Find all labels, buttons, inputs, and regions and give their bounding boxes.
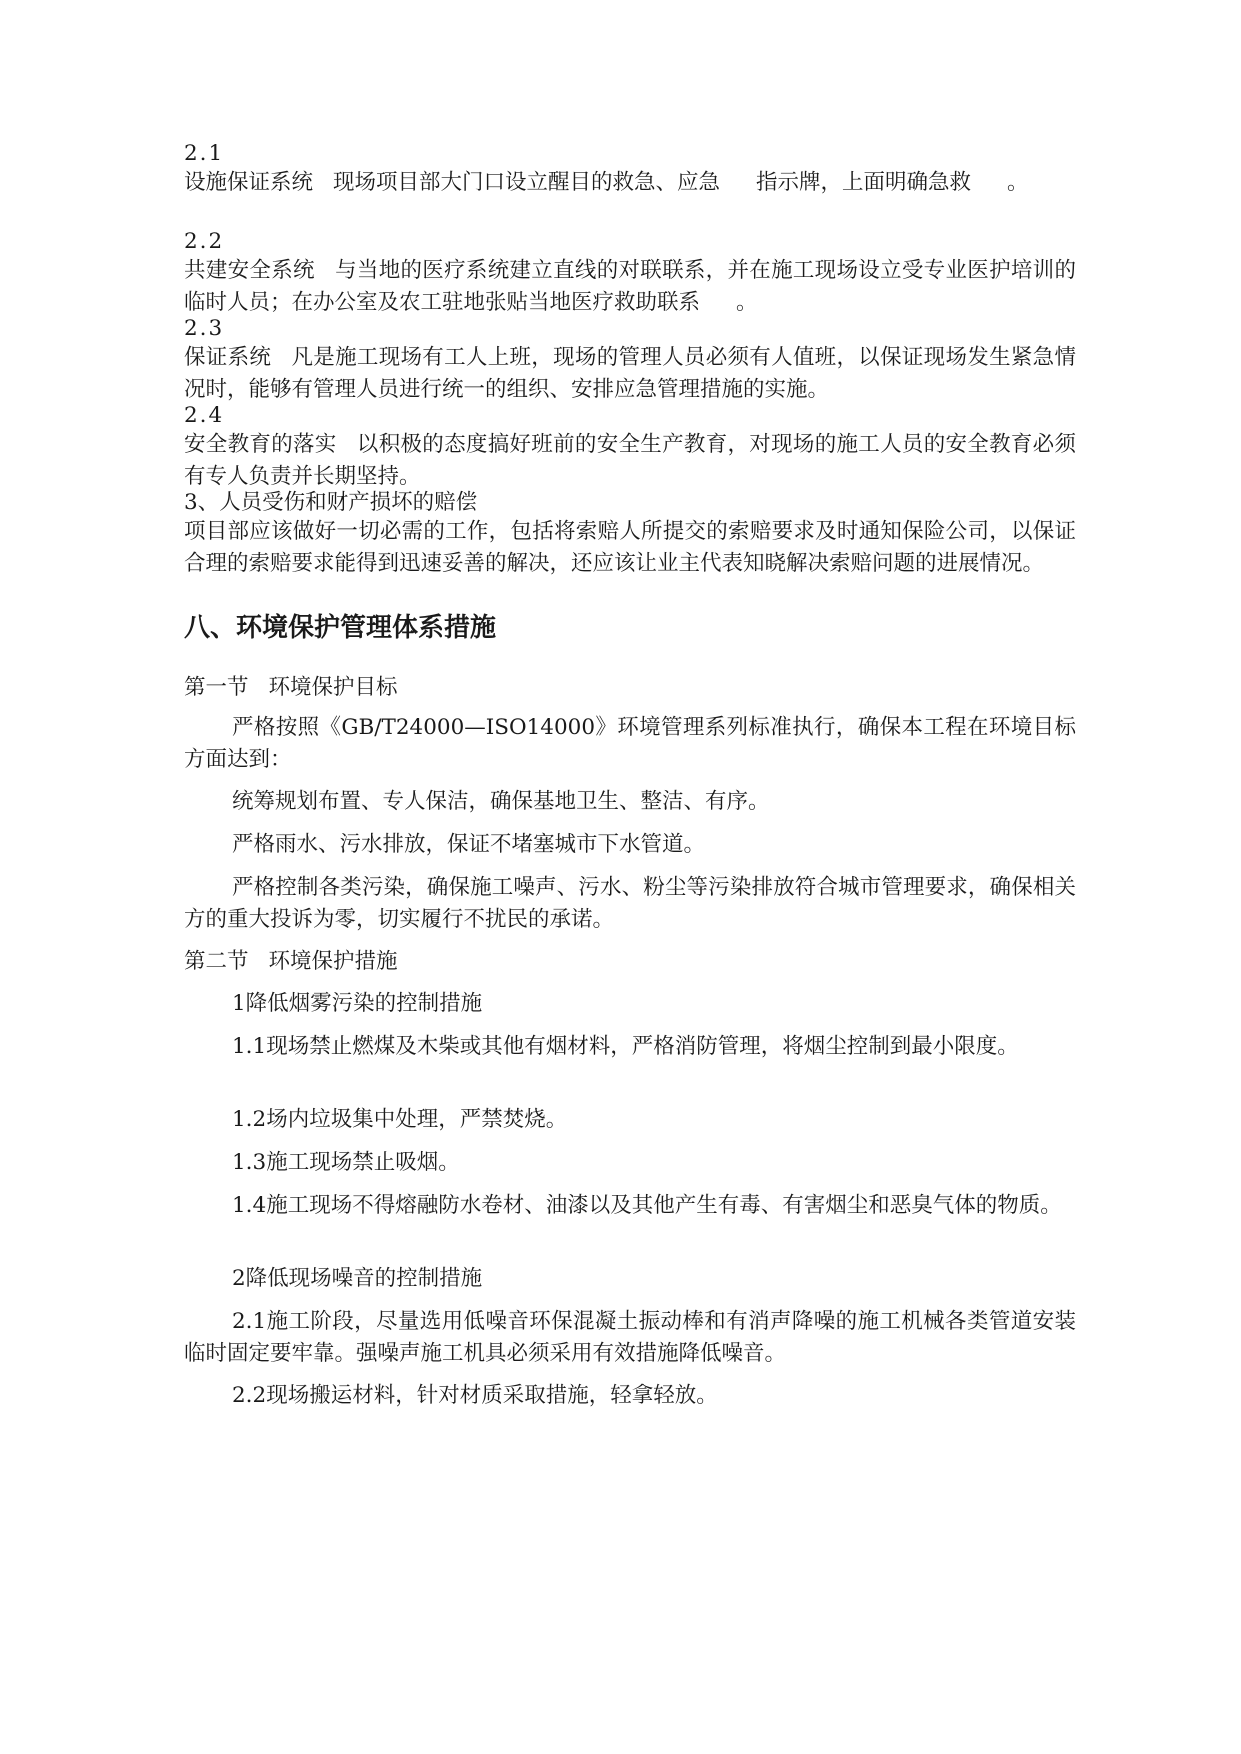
measure-2-2: 2.2现场搬运材料，针对材质采取措施，轻拿轻放。 [232, 1383, 718, 1408]
part-1-paragraph-2: 统筹规划布置、专人保洁，确保基地卫生、整洁、有序。 [232, 789, 770, 814]
item-2-1-number: 2.1 [184, 141, 225, 166]
item-2-4-text [184, 429, 1076, 493]
item-2-2-text-a: 与当地的医疗系统建立直线的对联联系，并在施工现场设立受专业医护培训的临时人员；在办公室及农工驻地张贴当地医疗救助联系 [184, 258, 1076, 315]
part-1-paragraph-4: 严格控制各类污染，确保施工噪声、污水、粉尘等污染排放符合城市管理要求，确保相关方的重大投诉为零，切实履行不扰民的承诺。 [184, 875, 1076, 932]
item-2-3-number: 2.3 [184, 316, 225, 341]
measure-2-title: 2降低现场噪音的控制措施 [232, 1266, 483, 1291]
item-2-3-text [184, 342, 1076, 406]
measure-1-4: 1.4施工现场不得熔融防水卷材、油漆以及其他产生有毒、有害烟尘和恶臭气体的物质。 [232, 1193, 1062, 1218]
part-1-paragraph-3: 严格雨水、污水排放，保证不堵塞城市下水管道。 [232, 832, 706, 857]
item-2-4-title: 安全教育的落实 [184, 432, 337, 457]
measure-1-3: 1.3施工现场禁止吸烟。 [232, 1150, 460, 1175]
part-1-paragraph-1: 严格按照《GB/T24000—ISO14000》环境管理系列标准执行，确保本工程在环境目标方面达到： [184, 715, 1076, 772]
measure-1-2: 1.2场内垃圾集中处理，严禁焚烧。 [232, 1107, 568, 1132]
section-heading: 八、环境保护管理体系措施 [184, 613, 497, 643]
part-1-title-b: 环境保护目标 [268, 675, 398, 700]
measure-1-title: 1降低烟雾污染的控制措施 [232, 991, 483, 1016]
item-2-1-text [184, 167, 1076, 199]
item-2-1-text-b: 指示牌，上面明确急救 [756, 170, 972, 195]
item-2-4-body: 以积极的态度搞好班前的安全生产教育，对现场的施工人员的安全教育必须有专人负责并长期坚持。 [184, 432, 1076, 489]
item-2-3-body: 凡是施工现场有工人上班，现场的管理人员必须有人值班，以保证现场发生紧急情况时，能够有管理人员进行统一的组织、安排应急管理措施的实施。 [184, 345, 1076, 402]
item-2-1-text-a: 现场项目部大门口设立醒目的救急、应急 [333, 170, 721, 195]
item-3-text: 项目部应该做好一切必需的工作，包括将索赔人所提交的索赔要求及时通知保险公司，以保证合理的索赔要求能得到迅速妥善的解决，还应该让业主代表知晓解决索赔问题的进展情况。 [184, 519, 1076, 576]
part-2-title-a: 第二节 [184, 949, 249, 974]
item-2-2-text [184, 255, 1076, 319]
item-2-4-number: 2.4 [184, 403, 225, 428]
item-2-3-title: 保证系统 [184, 345, 272, 370]
item-2-2-number: 2.2 [184, 229, 225, 254]
measure-1-1: 1.1现场禁止燃煤及木柴或其他有烟材料，严格消防管理，将烟尘控制到最小限度。 [232, 1034, 1019, 1059]
part-1-title-a: 第一节 [184, 675, 249, 700]
item-2-1-text-c: 。 [1007, 170, 1029, 195]
measure-2-1: 2.1施工阶段，尽量选用低噪音环保混凝土振动棒和有消声降噪的施工机械各类管道安装临时固定要牢靠。强噪声施工机具必须采用有效措施降低噪音。 [184, 1309, 1076, 1366]
item-2-2-title: 共建安全系统 [184, 258, 315, 283]
part-1-title [184, 672, 1076, 704]
item-2-2-text-b: 。 [736, 290, 758, 315]
part-2-title [184, 946, 1076, 978]
item-3-title: 3、人员受伤和财产损坏的赔偿 [184, 490, 478, 515]
item-2-1-title: 设施保证系统 [184, 170, 314, 195]
part-2-title-b: 环境保护措施 [268, 949, 398, 974]
